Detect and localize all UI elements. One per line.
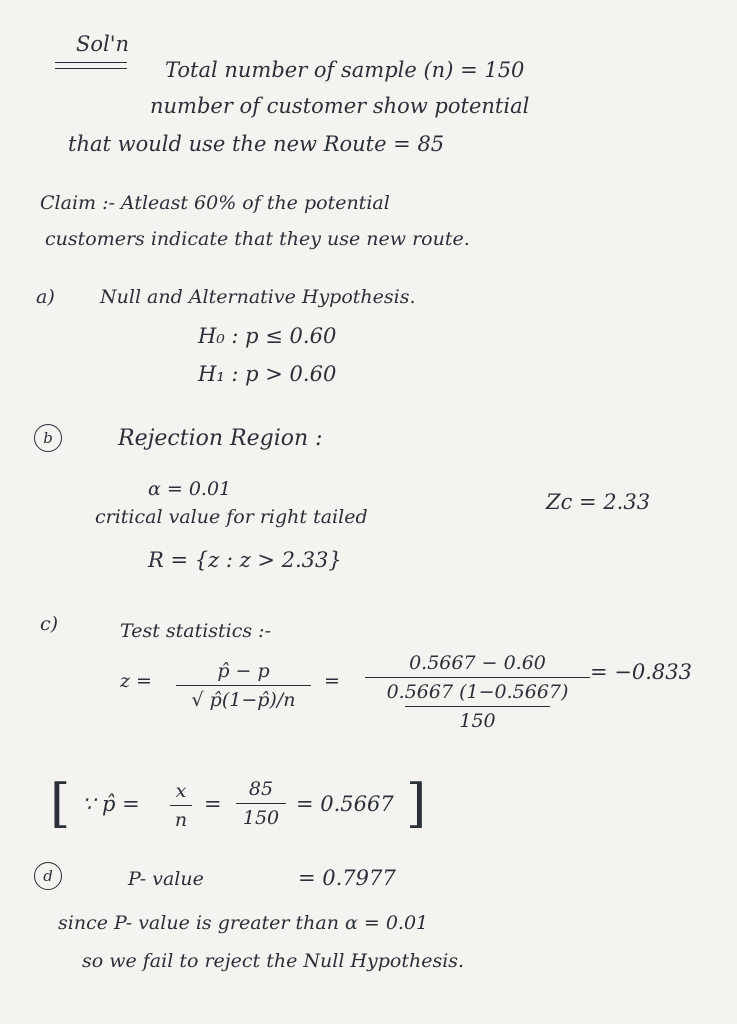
z-substitution-denominator-top: 0.5667 (1−0.5667)	[386, 681, 569, 703]
z-substitution-inner-bar	[405, 706, 550, 707]
conclusion-line-1: since P- value is greater than α = 0.01	[58, 912, 429, 934]
z-formula-numerator: p̂ − p	[217, 660, 270, 682]
phat-lhs: ∵ p̂ =	[82, 792, 140, 816]
alternative-hypothesis: H₁ : p > 0.60	[198, 362, 337, 386]
part-b-circle-label: b	[34, 424, 62, 452]
part-c-title: Test statistics :-	[120, 620, 272, 642]
part-d-title: P- value	[128, 868, 204, 890]
part-b-title: Rejection Region :	[118, 426, 323, 451]
alpha-value: α = 0.01	[148, 478, 232, 500]
z-substitution-denominator-bottom: 150	[459, 710, 496, 732]
p-value-result: = 0.7977	[298, 866, 396, 890]
z-substitution-fraction	[365, 652, 590, 732]
equals-sign: =	[324, 670, 340, 692]
null-hypothesis: H₀ : p ≤ 0.60	[198, 324, 337, 348]
z-substitution-numerator: 0.5667 − 0.60	[409, 652, 546, 674]
claim-line-2: customers indicate that they use new route.	[45, 228, 470, 250]
part-a-label: a)	[36, 286, 55, 308]
phat-bar-1	[170, 805, 192, 806]
heading-underline-2	[55, 68, 127, 69]
left-bracket: [	[50, 774, 71, 834]
critical-value-text: critical value for right tailed	[95, 506, 368, 528]
phat-result: = 0.5667	[296, 792, 394, 816]
rejection-region: R = {z : z > 2.33}	[148, 548, 342, 572]
z-formula-fraction	[176, 660, 311, 711]
right-bracket: ]	[406, 774, 427, 834]
z-formula-bar	[176, 685, 311, 686]
route-count-line: that would use the new Route = 85	[68, 132, 445, 156]
z-result: = −0.833	[590, 660, 692, 684]
z-formula-denominator: √ p̂(1−p̂)/n	[191, 689, 296, 711]
z-formula-lhs: z =	[120, 670, 152, 692]
conclusion-line-2: so we fail to reject the Null Hypothesis.	[82, 950, 465, 972]
solution-heading: Sol'n	[76, 32, 130, 56]
phat-fraction-values	[236, 778, 286, 829]
phat-bar-2	[236, 803, 286, 804]
phat-fraction-xn	[170, 780, 192, 831]
heading-underline-1	[55, 62, 127, 63]
part-a-title: Null and Alternative Hypothesis.	[100, 286, 416, 308]
sample-size-line: Total number of sample (n) = 150	[165, 58, 525, 82]
claim-line-1: Claim :- Atleast 60% of the potential	[40, 192, 390, 214]
phat-n: n	[174, 809, 188, 831]
part-d-circle-label: d	[34, 862, 62, 890]
z-substitution-bar	[365, 677, 590, 678]
phat-150: 150	[242, 807, 280, 829]
part-c-label: c)	[40, 613, 59, 635]
phat-x: x	[175, 780, 187, 802]
phat-85: 85	[248, 778, 274, 800]
phat-equals: =	[204, 792, 222, 816]
customers-line: number of customer show potential	[150, 94, 530, 118]
critical-z-value: Zc = 2.33	[546, 490, 651, 514]
